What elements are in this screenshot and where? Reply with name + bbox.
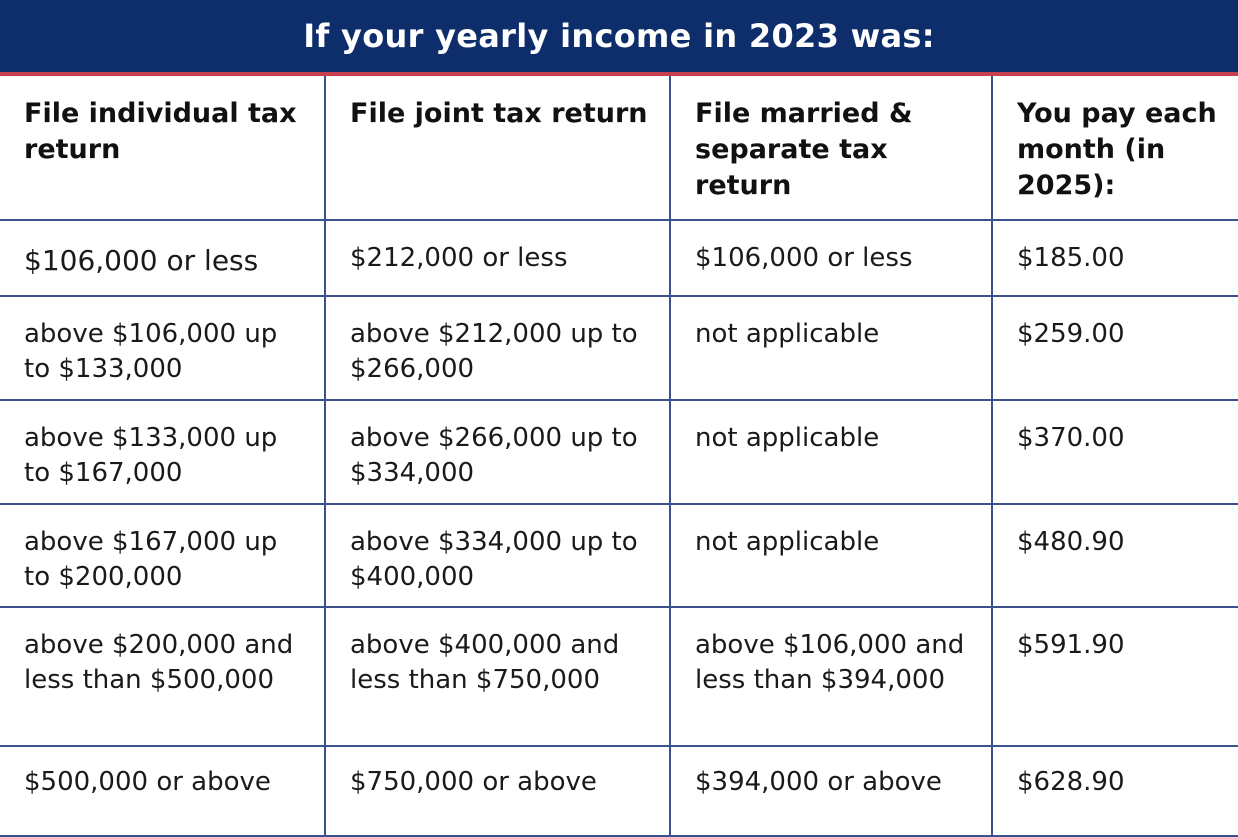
cell-married-separate: not applicable: [670, 296, 992, 400]
premium-table: [0, 76, 1238, 837]
cell-monthly-payment: $185.00: [992, 220, 1238, 296]
table-row: [0, 220, 1238, 296]
table-title: If your yearly income in 2023 was:: [303, 17, 935, 55]
cell-monthly-payment: $480.90: [992, 504, 1238, 607]
cell-joint: above $400,000 and less than $750,000: [325, 607, 670, 746]
header-joint: File joint tax return: [325, 76, 670, 220]
cell-individual: above $167,000 up to $200,000: [0, 504, 325, 607]
cell-individual: above $200,000 and less than $500,000: [0, 607, 325, 746]
cell-individual: $500,000 or above: [0, 746, 325, 836]
table-title-banner: [0, 0, 1238, 76]
cell-individual: above $106,000 up to $133,000: [0, 296, 325, 400]
cell-married-separate: $106,000 or less: [670, 220, 992, 296]
cell-monthly-payment: $591.90: [992, 607, 1238, 746]
cell-individual: $106,000 or less: [0, 220, 325, 296]
table-row: [0, 296, 1238, 400]
cell-monthly-payment: $370.00: [992, 400, 1238, 504]
header-monthly-payment: You pay each month (in 2025):: [992, 76, 1238, 220]
cell-joint: $750,000 or above: [325, 746, 670, 836]
table-row: [0, 400, 1238, 504]
cell-married-separate: above $106,000 and less than $394,000: [670, 607, 992, 746]
cell-monthly-payment: $628.90: [992, 746, 1238, 836]
header-row: [0, 76, 1238, 220]
cell-joint: above $212,000 up to $266,000: [325, 296, 670, 400]
cell-joint: above $334,000 up to $400,000: [325, 504, 670, 607]
cell-married-separate: not applicable: [670, 504, 992, 607]
cell-joint: above $266,000 up to $334,000: [325, 400, 670, 504]
table-row: [0, 607, 1238, 746]
table-row: [0, 504, 1238, 607]
table-row: [0, 746, 1238, 836]
cell-monthly-payment: $259.00: [992, 296, 1238, 400]
cell-married-separate: not applicable: [670, 400, 992, 504]
header-individual: File individual tax return: [0, 76, 325, 220]
cell-joint: $212,000 or less: [325, 220, 670, 296]
cell-married-separate: $394,000 or above: [670, 746, 992, 836]
header-married-separate: File married & separate tax return: [670, 76, 992, 220]
cell-individual: above $133,000 up to $167,000: [0, 400, 325, 504]
